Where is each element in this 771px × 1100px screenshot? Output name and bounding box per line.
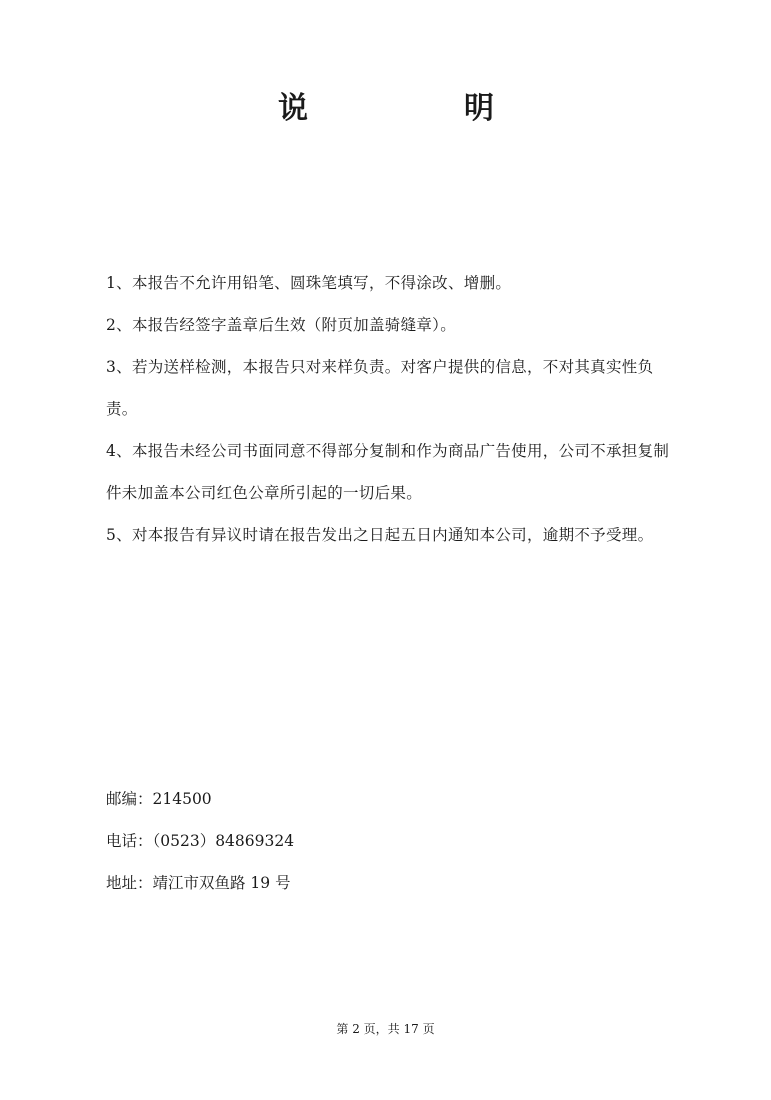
- note-item-2: 2、本报告经签字盖章后生效（附页加盖骑缝章）。: [106, 316, 457, 334]
- title-char-2: 明: [464, 91, 494, 126]
- phone-line: 电话：（0523）84869324: [106, 832, 295, 850]
- contact-info: [106, 778, 606, 904]
- note-item-3: 3、若为送样检测，本报告只对来样负责。对客户提供的信息，不对其真实性负责。: [106, 358, 654, 418]
- page-number: 第 2 页，共 17 页: [336, 1022, 435, 1036]
- title-char-1: 说: [278, 91, 308, 126]
- note-item-4: 4、本报告未经公司书面同意不得部分复制和作为商品广告使用，公司不承担复制件未加盖本公司红色公章所引起的一切后果。: [106, 442, 670, 502]
- note-item-1: 1、本报告不允许用铅笔、圆珠笔填写，不得涂改、增删。: [106, 274, 512, 292]
- page-footer: [0, 1019, 771, 1039]
- notes-list: [106, 262, 676, 556]
- postcode-line: 邮编：214500: [106, 790, 212, 808]
- note-item-5: 5、对本报告有异议时请在报告发出之日起五日内通知本公司，逾期不予受理。: [106, 526, 654, 544]
- address-line: 地址：靖江市双鱼路 19 号: [106, 874, 291, 892]
- page-title: [278, 88, 494, 130]
